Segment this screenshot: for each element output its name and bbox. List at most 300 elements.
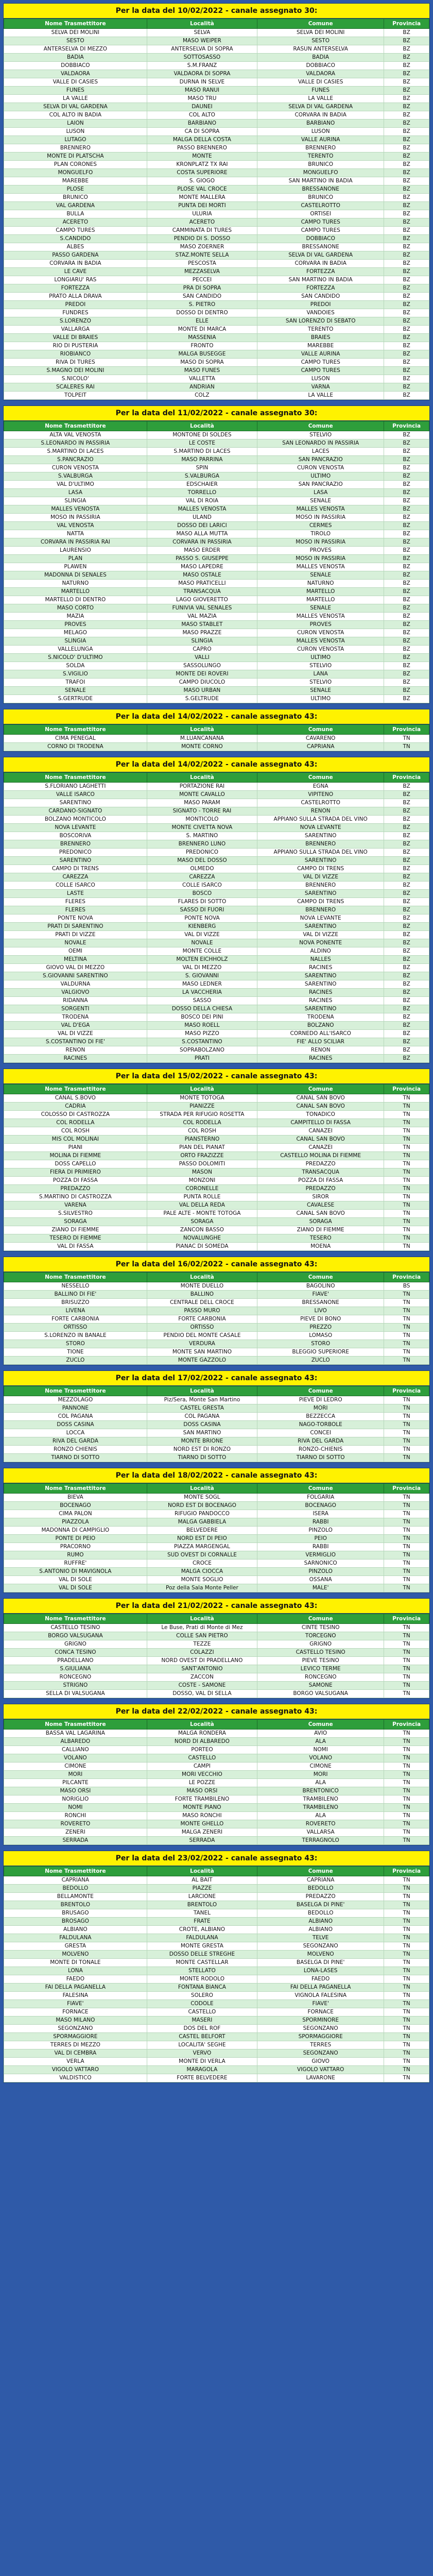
cell-location: MALGA GABBIELA (147, 1518, 257, 1527)
table-row (4, 1282, 429, 1291)
cell-province: BZ (384, 367, 429, 375)
cell-province: TN (384, 2000, 429, 2008)
cell-municipality: SELVA DI VAL GARDENA (257, 103, 384, 111)
cell-location: PRA DI SOPRA (147, 284, 257, 293)
cell-location: MASERI (147, 2016, 257, 2025)
cell-transmitter: MONTE DI TONALE (4, 1959, 147, 1967)
cell-municipality: CORVARA IN BADIA (257, 260, 384, 268)
table-row (4, 1177, 429, 1185)
cell-location: CASTEL BELFORT (147, 2033, 257, 2041)
table-row (4, 1357, 429, 1365)
cell-municipality: SARENTINO (257, 923, 384, 931)
cell-municipality: ALBIANO (257, 1926, 384, 1934)
cell-transmitter: SLINGIA (4, 637, 147, 646)
cell-transmitter: CADRIA (4, 1103, 147, 1111)
col-header-transmitter: Nome Trasmettitore (4, 1386, 147, 1396)
cell-transmitter: PREDOI (4, 301, 147, 309)
cell-location: COL ROSH (147, 1127, 257, 1136)
cell-transmitter: TIONE (4, 1348, 147, 1357)
table-row (4, 1210, 429, 1218)
cell-province: BZ (384, 251, 429, 260)
cell-province: BZ (384, 898, 429, 906)
cell-province: TN (384, 1942, 429, 1951)
cell-location: FRATE (147, 1918, 257, 1926)
cell-province: TN (384, 743, 429, 751)
col-header-municipality: Comune (257, 1273, 384, 1282)
cell-province: BZ (384, 939, 429, 947)
cell-location: SASSO DI FUORI (147, 906, 257, 914)
cell-transmitter: FIAVE' (4, 2000, 147, 2008)
cell-transmitter: MEZZOLAGO (4, 1396, 147, 1404)
cell-transmitter: S.VIGILIO (4, 670, 147, 679)
table-row (4, 2049, 429, 2058)
cell-transmitter: VAL D'ULTIMO (4, 481, 147, 489)
table-row (4, 530, 429, 538)
col-header-transmitter: Nome Trasmettitore (4, 1720, 147, 1730)
cell-municipality: VALDAORA (257, 70, 384, 78)
channel-section (3, 1851, 430, 2083)
cell-province: TN (384, 1909, 429, 1918)
col-header-transmitter: Nome Trasmettitore (4, 725, 147, 735)
cell-municipality: POZZA DI FASSA (257, 1177, 384, 1185)
cell-municipality: TERENTO (257, 152, 384, 161)
cell-municipality: FAI DELLA PAGANELLA (257, 1984, 384, 1992)
table-row (4, 227, 429, 235)
cell-municipality: SPORMAGGIORE (257, 2033, 384, 2041)
cell-transmitter: MORI (4, 1771, 147, 1779)
table-row (4, 1893, 429, 1901)
cell-transmitter: RACINES (4, 1055, 147, 1063)
cell-province: BZ (384, 857, 429, 865)
cell-transmitter: COLLE ISARCO (4, 882, 147, 890)
cell-municipality: PINZOLO (257, 1568, 384, 1576)
table-row (4, 120, 429, 128)
table-row (4, 662, 429, 670)
cell-transmitter: DOSS CAPELLO (4, 1160, 147, 1168)
cell-province: TN (384, 1690, 429, 1698)
col-header-location: Località (147, 1273, 257, 1282)
cell-province: BZ (384, 448, 429, 456)
cell-transmitter: MIS COL MOLINAI (4, 1136, 147, 1144)
transmitter-table (4, 724, 429, 751)
cell-province: BZ (384, 824, 429, 832)
cell-province: BZ (384, 177, 429, 185)
cell-location: MONTE GHELLO (147, 1820, 257, 1828)
cell-transmitter: PROVES (4, 621, 147, 629)
col-header-transmitter: Nome Trasmettitore (4, 1273, 147, 1282)
cell-municipality: MARTELLO (257, 596, 384, 604)
cell-location: MASO STABLET (147, 621, 257, 629)
cell-transmitter: MAZIA (4, 613, 147, 621)
cell-location: PIANIZZE (147, 1103, 257, 1111)
cell-municipality: VARNA (257, 383, 384, 392)
cell-transmitter: TERRES DI MEZZO (4, 2041, 147, 2049)
cell-municipality: BRENNERO (257, 840, 384, 849)
cell-province: BZ (384, 646, 429, 654)
table-row (4, 243, 429, 251)
cell-municipality: CURON VENOSTA (257, 464, 384, 472)
channel-section (3, 709, 430, 752)
cell-municipality: LASA (257, 489, 384, 497)
table-row (4, 293, 429, 301)
table-row (4, 375, 429, 383)
cell-municipality: ROVERETO (257, 1820, 384, 1828)
cell-location: NOVALUNGHE (147, 1234, 257, 1243)
cell-location: MASSENIA (147, 334, 257, 342)
cell-transmitter: VALGIOVO (4, 989, 147, 997)
table-row (4, 392, 429, 400)
table-row (4, 161, 429, 169)
cell-municipality: ALA (257, 1738, 384, 1746)
table-row (4, 1234, 429, 1243)
cell-province: BZ (384, 284, 429, 293)
table-row (4, 1013, 429, 1022)
table-row (4, 309, 429, 317)
cell-location: PUNTA DEI MORTI (147, 202, 257, 210)
cell-transmitter: STRIGNO (4, 1682, 147, 1690)
table-row (4, 807, 429, 816)
cell-municipality: SARENTINO (257, 1005, 384, 1013)
col-header-province: Provincia (384, 1720, 429, 1730)
cell-transmitter: RIDANNA (4, 997, 147, 1005)
cell-municipality: SEGONZANO (257, 2049, 384, 2058)
table-row (4, 2000, 429, 2008)
cell-location: MASO WEIPER (147, 37, 257, 45)
cell-location: RIFUGIO PANDOCCO (147, 1510, 257, 1518)
cell-municipality: PIEVE DI LEDRO (257, 1396, 384, 1404)
table-row (4, 956, 429, 964)
cell-municipality: BOCENAGO (257, 1502, 384, 1510)
table-row (4, 326, 429, 334)
cell-province: BZ (384, 111, 429, 120)
table-row (4, 505, 429, 514)
cell-municipality: ALA (257, 1812, 384, 1820)
cell-transmitter: FLERES (4, 898, 147, 906)
table-row (4, 824, 429, 832)
cell-municipality: BEZZECCA (257, 1413, 384, 1421)
cell-municipality: TRAMBILENO (257, 1795, 384, 1804)
cell-location: MONTE GRESTA (147, 1942, 257, 1951)
channel-section (3, 3, 430, 400)
cell-location: COLAZZI (147, 1649, 257, 1657)
cell-location: PONTE NOVA (147, 914, 257, 923)
cell-province: TN (384, 1315, 429, 1324)
cell-province: TN (384, 1160, 429, 1168)
cell-province: TN (384, 1193, 429, 1201)
cell-province: TN (384, 1828, 429, 1837)
col-header-location: Località (147, 1484, 257, 1494)
cell-municipality: PREDAZZO (257, 1160, 384, 1168)
cell-municipality: VIPITENO (257, 791, 384, 799)
cell-province: TN (384, 1348, 429, 1357)
cell-location: FORTE BELVEDERE (147, 2074, 257, 2082)
table-row (4, 489, 429, 497)
cell-municipality: FOLGARIA (257, 1494, 384, 1502)
cell-province: BZ (384, 350, 429, 359)
cell-municipality: ZUCLO (257, 1357, 384, 1365)
table-row (4, 1022, 429, 1030)
cell-province: TN (384, 1404, 429, 1413)
cell-transmitter: NATURNO (4, 580, 147, 588)
cell-location: BRENNERO LUNO (147, 840, 257, 849)
cell-transmitter: PIANI (4, 1144, 147, 1152)
cell-transmitter: ACERETO (4, 218, 147, 227)
cell-province: BZ (384, 555, 429, 563)
cell-location: S.VALBURGA (147, 472, 257, 481)
table-row (4, 448, 429, 456)
col-header-municipality: Comune (257, 19, 384, 29)
cell-transmitter: ZENERI (4, 1828, 147, 1837)
cell-location: EDSCHAIER (147, 481, 257, 489)
cell-location: ELLE (147, 317, 257, 326)
cell-municipality: SAN PANCRAZIO (257, 481, 384, 489)
cell-province: TN (384, 1934, 429, 1942)
cell-transmitter: CURON VENOSTA (4, 464, 147, 472)
table-row (4, 317, 429, 326)
cell-transmitter: MASO ORSI (4, 1787, 147, 1795)
cell-province: BZ (384, 931, 429, 939)
cell-transmitter: FIERA DI PRIMIERO (4, 1168, 147, 1177)
cell-location: CAMPO DIUCOLO (147, 679, 257, 687)
cell-province: BZ (384, 243, 429, 251)
cell-province: BZ (384, 547, 429, 555)
table-row (4, 1291, 429, 1299)
cell-municipality: CAVARENO (257, 735, 384, 743)
table-row (4, 783, 429, 791)
table-row (4, 1396, 429, 1404)
cell-location: OLMEDO (147, 865, 257, 873)
cell-location: NORD EST DI BOCENAGO (147, 1502, 257, 1510)
cell-transmitter: LA VALLE (4, 95, 147, 103)
col-header-province: Provincia (384, 725, 429, 735)
table-row (4, 1909, 429, 1918)
cell-municipality: SIROR (257, 1193, 384, 1201)
cell-province: TN (384, 1291, 429, 1299)
cell-province: TN (384, 1918, 429, 1926)
cell-location: FUNIVIA VAL SENALES (147, 604, 257, 613)
cell-location: SORAGA (147, 1218, 257, 1226)
cell-municipality: ALA (257, 1779, 384, 1787)
cell-province: TN (384, 1959, 429, 1967)
cell-municipality: CAPRIANA (257, 1876, 384, 1885)
table-row (4, 898, 429, 906)
cell-province: BZ (384, 1005, 429, 1013)
cell-location: STAZ.MONTE SELLA (147, 251, 257, 260)
cell-province: BZ (384, 629, 429, 637)
cell-province: BZ (384, 95, 429, 103)
channel-section (3, 1704, 430, 1845)
col-header-transmitter: Nome Trasmettitore (4, 1484, 147, 1494)
cell-province: BZ (384, 505, 429, 514)
cell-location: S. MARTINO (147, 832, 257, 840)
table-row (4, 1649, 429, 1657)
cell-municipality: DOBBIACO (257, 235, 384, 243)
cell-transmitter: TOLPEIT (4, 392, 147, 400)
table-row (4, 1942, 429, 1951)
cell-location: MONTICOLO (147, 816, 257, 824)
table-row (4, 1560, 429, 1568)
cell-municipality: CINTE TESINO (257, 1624, 384, 1632)
cell-municipality: PINZOLO (257, 1527, 384, 1535)
cell-location: CORVARA IN PASSIRIA (147, 538, 257, 547)
cell-location: BRENTOLO (147, 1901, 257, 1909)
cell-transmitter: GIOVO VAL DI MEZZO (4, 964, 147, 972)
table-row (4, 1094, 429, 1103)
channel-section (3, 1468, 430, 1593)
cell-location: LAGO GIOVERETTO (147, 596, 257, 604)
section-title: Per la data del 21/02/2022 - canale assegnato 43: (4, 1599, 429, 1614)
cell-province: BZ (384, 695, 429, 703)
cell-municipality: FORTEZZA (257, 268, 384, 276)
cell-municipality: SARNONICO (257, 1560, 384, 1568)
col-header-location: Località (147, 1867, 257, 1876)
cell-municipality: NOVA LEVANTE (257, 914, 384, 923)
table-row (4, 816, 429, 824)
cell-municipality: MALLES VENOSTA (257, 637, 384, 646)
table-row (4, 1510, 429, 1518)
cell-location: DOSSO DEI LARICI (147, 522, 257, 530)
col-header-province: Provincia (384, 1386, 429, 1396)
table-row (4, 1413, 429, 1421)
cell-municipality: NOMI (257, 1746, 384, 1754)
table-row (4, 54, 429, 62)
col-header-location: Località (147, 1720, 257, 1730)
table-row (4, 62, 429, 70)
cell-province: BZ (384, 514, 429, 522)
table-row (4, 654, 429, 662)
cell-province: TN (384, 1746, 429, 1754)
cell-location: CODOLE (147, 2000, 257, 2008)
cell-municipality: BRESSANONE (257, 243, 384, 251)
cell-province: BZ (384, 276, 429, 284)
cell-province: TN (384, 1136, 429, 1144)
cell-transmitter: COL ROSH (4, 1127, 147, 1136)
section-title: Per la data del 23/02/2022 - canale assegnato 43: (4, 1851, 429, 1866)
cell-transmitter: GRESTA (4, 1942, 147, 1951)
table-row (4, 923, 429, 931)
cell-municipality: BRENNERO (257, 906, 384, 914)
cell-province: BZ (384, 235, 429, 243)
cell-transmitter: S.GIOVANNI SARENTINO (4, 972, 147, 980)
transmitter-table (4, 1614, 429, 1698)
cell-location: PECCEI (147, 276, 257, 284)
table-row (4, 1299, 429, 1307)
cell-location: SIGNATO - TORRE RAI (147, 807, 257, 816)
cell-transmitter: MASO MILANO (4, 2016, 147, 2025)
table-row (4, 111, 429, 120)
cell-province: TN (384, 1396, 429, 1404)
cell-municipality: CONCEI (257, 1429, 384, 1437)
cell-location: MONTE CAVALLO (147, 791, 257, 799)
cell-transmitter: PONTE NOVA (4, 914, 147, 923)
table-row (4, 646, 429, 654)
cell-province: BZ (384, 596, 429, 604)
cell-province: TN (384, 1144, 429, 1152)
cell-province: TN (384, 1624, 429, 1632)
cell-location: S. PIETRO (147, 301, 257, 309)
cell-transmitter: BULLA (4, 210, 147, 218)
cell-municipality: VOLANO (257, 1754, 384, 1762)
cell-municipality: MALE' (257, 1584, 384, 1592)
table-row (4, 301, 429, 309)
cell-location: S.GELTRUDE (147, 695, 257, 703)
cell-municipality: MOLVENO (257, 1951, 384, 1959)
cell-transmitter: LAION (4, 120, 147, 128)
table-row (4, 1762, 429, 1771)
cell-province: BZ (384, 293, 429, 301)
cell-municipality: FORNACE (257, 2008, 384, 2016)
cell-municipality: NATURNO (257, 580, 384, 588)
cell-municipality: TERENTO (257, 326, 384, 334)
cell-province: TN (384, 1340, 429, 1348)
channel-section (3, 757, 430, 1063)
table-row (4, 144, 429, 152)
cell-province: BZ (384, 359, 429, 367)
cell-transmitter: CORVARA IN PASSIRIA RAI (4, 538, 147, 547)
cell-municipality: TORCEGNO (257, 1632, 384, 1640)
table-row (4, 45, 429, 54)
cell-municipality: SENALE (257, 687, 384, 695)
cell-location: MASO DI SOPRA (147, 359, 257, 367)
cell-location: S.COSTANTINO (147, 1038, 257, 1046)
cell-province: BZ (384, 392, 429, 400)
table-row (4, 1315, 429, 1324)
cell-transmitter: FAI DELLA PAGANELLA (4, 1984, 147, 1992)
cell-location: MONTE SOGLIO (147, 1576, 257, 1584)
cell-province: BZ (384, 882, 429, 890)
cell-location: DOSSO, VAL DI SELLA (147, 1690, 257, 1698)
cell-transmitter: SESTO (4, 37, 147, 45)
cell-location: ANDRIAN (147, 383, 257, 392)
cell-province: BZ (384, 687, 429, 695)
table-row (4, 1771, 429, 1779)
table-row (4, 2033, 429, 2041)
cell-municipality: SAMONE (257, 1682, 384, 1690)
table-row (4, 1543, 429, 1551)
cell-transmitter: PIAZZOLA (4, 1518, 147, 1527)
cell-province: BZ (384, 120, 429, 128)
cell-location: CAPRO (147, 646, 257, 654)
table-row (4, 613, 429, 621)
cell-transmitter: POZZA DI FASSA (4, 1177, 147, 1185)
cell-municipality: FIAVE' (257, 1291, 384, 1299)
cell-location: MONTE DI VERLA (147, 2058, 257, 2066)
cell-location: MASO PARRINA (147, 456, 257, 464)
cell-province: TN (384, 2008, 429, 2016)
cell-province: BZ (384, 54, 429, 62)
cell-transmitter: PANNONE (4, 1404, 147, 1413)
col-header-location: Località (147, 725, 257, 735)
cell-province: TN (384, 1527, 429, 1535)
cell-location: MASO ROELL (147, 1022, 257, 1030)
cell-transmitter: RONZO CHIENIS (4, 1446, 147, 1454)
cell-location: CA DI SOPRA (147, 128, 257, 136)
cell-transmitter: ORTISSO (4, 1324, 147, 1332)
cell-location: VAL DI ROIA (147, 497, 257, 505)
col-header-province: Provincia (384, 1273, 429, 1282)
cell-province: TN (384, 1901, 429, 1909)
cell-transmitter: SERRADA (4, 1837, 147, 1845)
cell-location: PORTEO (147, 1746, 257, 1754)
cell-transmitter: PLAWEN (4, 563, 147, 571)
cell-location: MALGA DELLA COSTA (147, 136, 257, 144)
cell-province: TN (384, 1201, 429, 1210)
cell-municipality: BRESSANONE (257, 185, 384, 194)
cell-province: TN (384, 2074, 429, 2082)
cell-municipality: PIEVE TESINO (257, 1657, 384, 1665)
cell-municipality: SEGONZANO (257, 1942, 384, 1951)
cell-province: TN (384, 1307, 429, 1315)
